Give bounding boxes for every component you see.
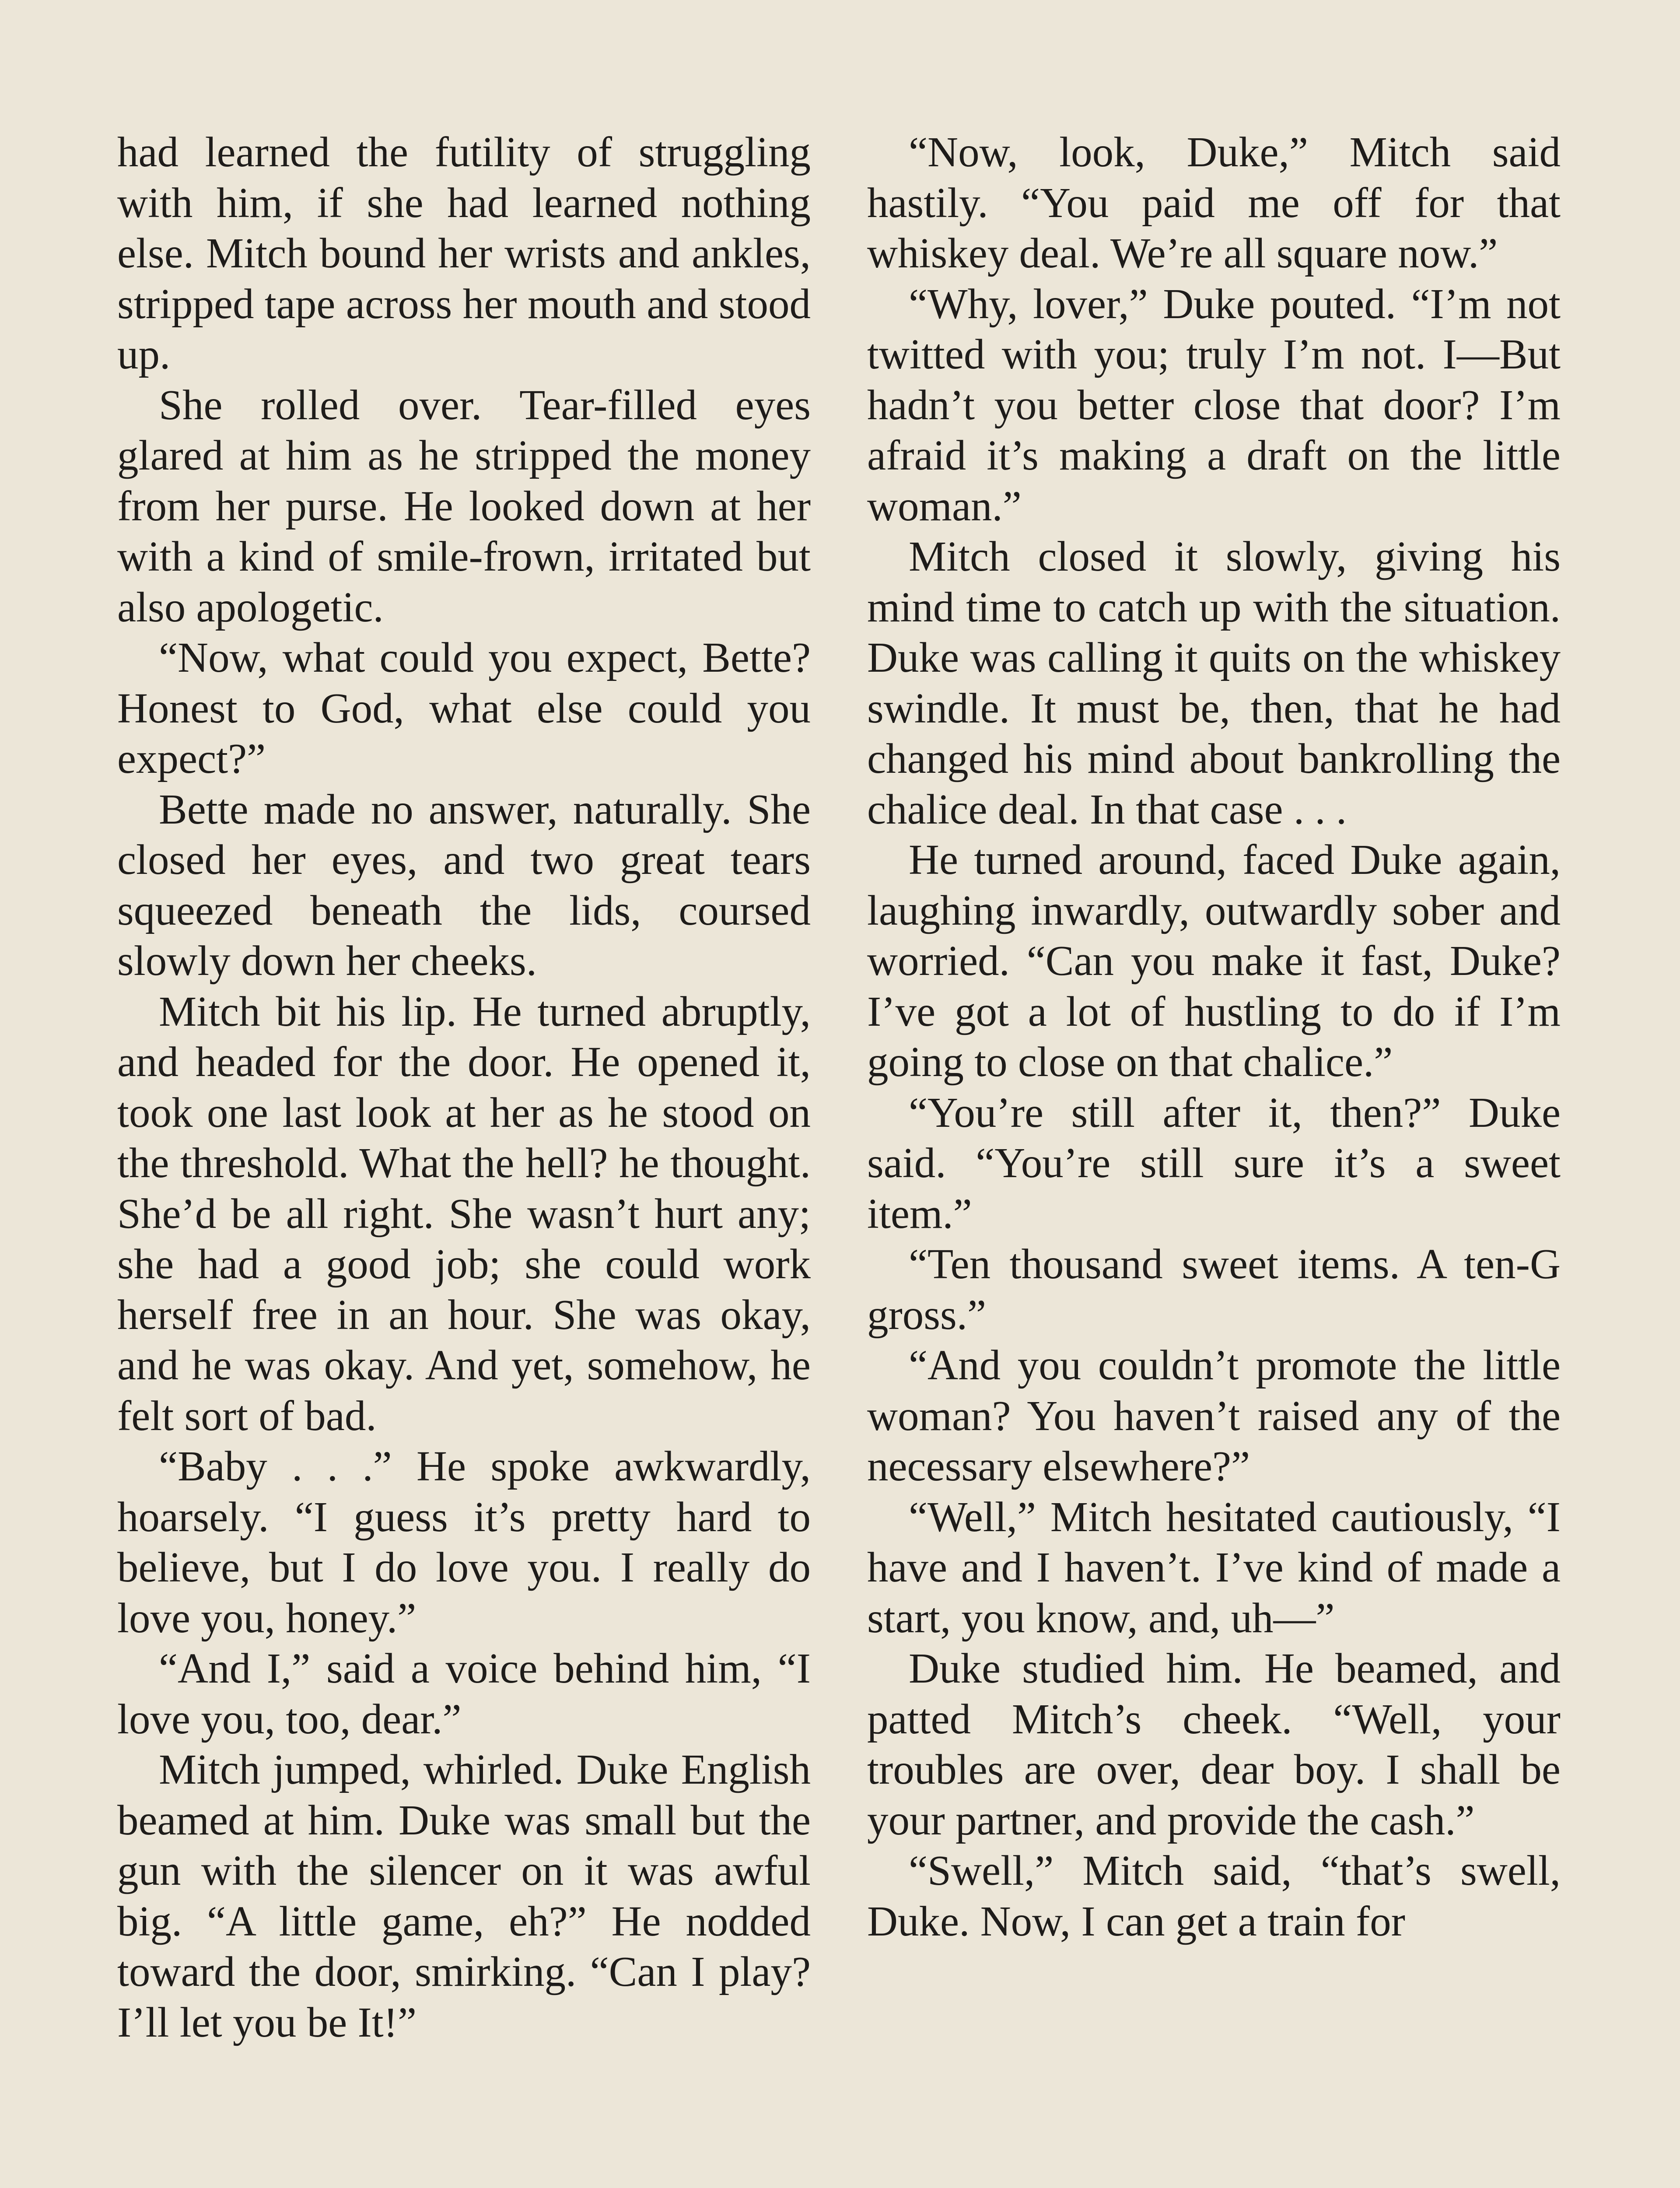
paragraph: “Now, look, Duke,” Mitch said hastily. “You paid me off for that whiskey deal. We’re all square now.”: [867, 129, 1561, 277]
paragraph: “Now, what could you expect, Bette? Honest to God, what else could you expect?”: [117, 634, 811, 782]
paragraph: “Baby . . .” He spoke awkwardly, hoarsely. “I guess it’s pretty hard to believe, but I do love you. I really do love you, honey.”: [117, 1443, 811, 1641]
paragraph: Mitch jumped, whirled. Duke English beamed at him. Duke was small but the gun with the silencer on it was awful big. “A little game, eh?” He nodded toward the door, smirking. “Can I play? I’ll let you be It!”: [117, 1746, 811, 2046]
paragraph: had learned the futility of struggling with him, if she had learned nothing else. Mitch bound her wrists and ankles, stripped tape across her mouth and stood up.: [117, 129, 811, 378]
paragraph: “And I,” said a voice behind him, “I love you, too, dear.”: [117, 1645, 811, 1743]
paragraph: She rolled over. Tear-filled eyes glared at him as he stripped the money from her purse. He looked down at her with a kind of smile-frown, irritated but also apologetic.: [117, 381, 811, 631]
paragraph: Duke studied him. He beamed, and patted Mitch’s cheek. “Well, your troubles are over, dear boy. I shall be your partner, and provide the cash.”: [867, 1645, 1561, 1844]
paragraph: “Well,” Mitch hesitated cautiously, “I have and I haven’t. I’ve kind of made a start, you know, and, uh—”: [867, 1493, 1561, 1641]
paragraph: “Why, lover,” Duke pouted. “I’m not twitted with you; truly I’m not. I—But hadn’t you better close that door? I’m afraid it’s making a draft on the little woman.”: [867, 280, 1561, 529]
paragraph: “And you couldn’t promote the little woman? You haven’t raised any of the necessary elsewhere?”: [867, 1342, 1561, 1490]
paragraph: “Ten thousand sweet items. A ten-G gross.”: [867, 1241, 1561, 1338]
right-text-column: [867, 127, 1561, 1946]
paragraph: “You’re still after it, then?” Duke said. “You’re still sure it’s a sweet item.”: [867, 1089, 1561, 1237]
paragraph: “Swell,” Mitch said, “that’s swell, Duke. Now, I can get a train for: [867, 1847, 1561, 1945]
left-text-column: [117, 127, 811, 2048]
paragraph: Mitch closed it slowly, giving his mind time to catch up with the situation. Duke was calling it quits on the whiskey swindle. It must be, then, that he had changed his mind about bankrolling the chalice deal. In that case . . .: [867, 533, 1561, 833]
paragraph: Bette made no answer, naturally. She closed her eyes, and two great tears squeezed beneath the lids, coursed slowly down her cheeks.: [117, 785, 811, 984]
paragraph: He turned around, faced Duke again, laughing inwardly, outwardly sober and worried. “Can you make it fast, Duke? I’ve got a lot of hustling to do if I’m going to close on that chalice.”: [867, 836, 1561, 1085]
paragraph: Mitch bit his lip. He turned abruptly, and headed for the door. He opened it, took one last look at her as he stood on the threshold. What the hell? he thought. She’d be all right. She wasn’t hurt any; she had a good job; she could work herself free in an hour. She was okay, and he was okay. And yet, somehow, he felt sort of bad.: [117, 988, 811, 1439]
